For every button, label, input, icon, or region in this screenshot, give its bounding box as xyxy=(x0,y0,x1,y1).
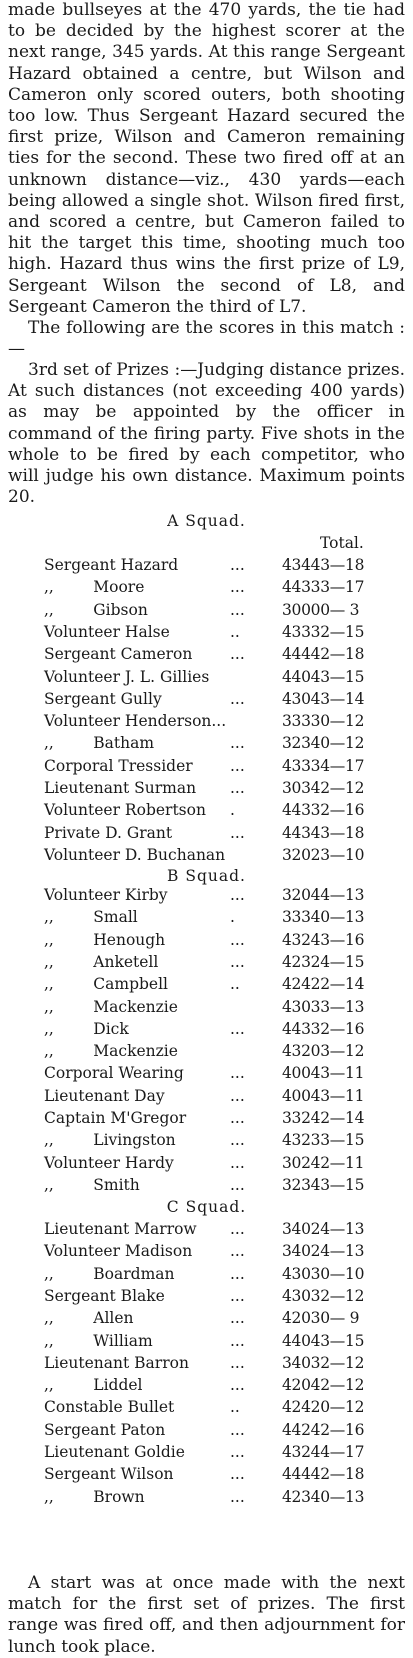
leader-dots: ... xyxy=(230,1465,245,1484)
table-row xyxy=(0,1376,413,1398)
table-row xyxy=(0,1421,413,1443)
table-row xyxy=(0,1242,413,1264)
leader-dots: ... xyxy=(230,1420,245,1439)
competitor-name: ,, Liddel xyxy=(44,1376,143,1395)
table-row xyxy=(0,1398,413,1420)
score-value: 43233—15 xyxy=(282,1131,365,1150)
leader-dots: ... xyxy=(230,1175,245,1194)
score-value: 44442—18 xyxy=(282,645,365,664)
intro-paragraph: made bullseyes at the 470 yards, the tie had to be decided by the highest scorer at the next range, 345 yards. At this range Sergeant Hazard obtained a centre, but Wilson and Cameron only scored outers, both shooting too low. Thus Sergeant Hazard secured the first prize, Wilson and Cameron remaining ties for the second. These two fired off at an unknown distance—viz., 430 yards—each being allowed a single shot. Wilson fired first, and scored a centre, but Cameron failed to hit the target this time, shooting much too high. Hazard thus wins the first prize of L9, Sergeant Wilson the second of L8, and Sergeant Cameron the third of L7. xyxy=(8,0,405,317)
score-value: 33330—12 xyxy=(282,712,365,731)
score-value: 43030—10 xyxy=(282,1264,365,1283)
competitor-name: Sergeant Paton xyxy=(44,1420,166,1439)
competitor-name: Corporal Wearing xyxy=(44,1064,184,1083)
competitor-name: Sergeant Hazard xyxy=(44,556,179,574)
competitor-name: Volunteer Robertson xyxy=(44,801,206,820)
score-value: 42030— 9 xyxy=(282,1309,360,1328)
leader-dots: .. xyxy=(230,622,240,641)
competitor-name: ,, Boardman xyxy=(44,1264,175,1283)
table-row xyxy=(0,886,413,908)
competitor-name: Volunteer Halse xyxy=(44,622,170,641)
competitor-name: Captain M'Gregor xyxy=(44,1109,187,1127)
score-value: 43443—18 xyxy=(282,556,365,574)
competitor-name: ,, Smith xyxy=(44,1175,140,1194)
table-row xyxy=(0,908,413,930)
leader-dots: ... xyxy=(230,1086,245,1105)
leader-dots: ... xyxy=(230,1331,245,1350)
table-row xyxy=(0,1109,413,1131)
table-row xyxy=(0,1265,413,1287)
competitor-name: ,, Livingston xyxy=(44,1131,176,1150)
leader-dots: ... xyxy=(230,1487,245,1506)
prize-description: 3rd set of Prizes :—Judging distance prizes. At such distances (not exceeding 400 yards) as may be appointed by the officer in command of the firing party. Five shots in the whole to be fired by each competitor, who will judge his own distance. Maximum points 20. xyxy=(8,360,405,508)
competitor-name: ,, Moore xyxy=(44,578,145,597)
score-value: 44442—18 xyxy=(282,1465,365,1484)
table-row xyxy=(0,1176,413,1198)
score-value: 34032—12 xyxy=(282,1353,365,1372)
competitor-name: Lieutenant Goldie xyxy=(44,1443,185,1461)
squad-heading: A Squad. xyxy=(167,512,246,530)
leader-dots: ... xyxy=(230,689,245,708)
competitor-name: ,, Brown xyxy=(44,1487,145,1506)
competitor-name: Volunteer Henderson... xyxy=(44,712,227,731)
competitor-name: ,, Allen xyxy=(44,1309,134,1328)
table-row xyxy=(0,712,413,734)
competitor-name: ,, Small xyxy=(44,908,138,927)
leader-dots: ... xyxy=(230,578,245,597)
leader-dots: ... xyxy=(230,1443,245,1461)
leader-dots: ... xyxy=(230,1264,245,1283)
score-value: 42420—12 xyxy=(282,1398,365,1417)
scores-intro: The following are the scores in this match :— xyxy=(8,318,405,360)
score-value: 43334—17 xyxy=(282,756,365,775)
score-value: 40043—11 xyxy=(282,1086,365,1105)
competitor-name: Volunteer Hardy xyxy=(44,1153,174,1172)
competitor-name: Volunteer Madison xyxy=(44,1242,193,1261)
competitor-name: ,, Mackenzie xyxy=(44,1042,178,1061)
score-value: 44332—16 xyxy=(282,801,365,820)
competitor-name: Sergeant Wilson xyxy=(44,1465,174,1484)
table-row xyxy=(0,556,413,578)
score-value: 32023—10 xyxy=(282,845,365,864)
competitor-name: Sergeant Cameron xyxy=(44,645,193,664)
score-value: 42324—15 xyxy=(282,952,365,971)
table-row xyxy=(0,931,413,953)
table-row xyxy=(0,779,413,801)
leader-dots: ... xyxy=(230,600,245,619)
score-value: 44343—18 xyxy=(282,823,365,842)
leader-dots: .. xyxy=(230,975,240,994)
leader-dots: ... xyxy=(230,823,245,842)
leader-dots: . xyxy=(230,801,235,820)
score-value: 42042—12 xyxy=(282,1376,365,1395)
leader-dots: ... xyxy=(230,1220,245,1238)
score-value: 43032—12 xyxy=(282,1286,365,1305)
table-row xyxy=(0,1309,413,1331)
competitor-name: ,, William xyxy=(44,1331,153,1350)
table-row xyxy=(0,824,413,846)
score-value: 42422—14 xyxy=(282,975,365,994)
table-row xyxy=(0,645,413,667)
table-row xyxy=(0,998,413,1020)
score-value: 44333—17 xyxy=(282,578,365,597)
squad-heading: C Squad. xyxy=(166,1198,247,1216)
leader-dots: ... xyxy=(230,734,245,753)
table-row xyxy=(0,578,413,600)
competitor-name: ,, Anketell xyxy=(44,952,159,971)
competitor-name: Sergeant Gully xyxy=(44,689,162,708)
competitor-name: Lieutenant Day xyxy=(44,1086,165,1105)
score-value: 44043—15 xyxy=(282,1331,365,1350)
competitor-name: Constable Bullet xyxy=(44,1398,175,1417)
score-value: 43332—15 xyxy=(282,622,365,641)
leader-dots: ... xyxy=(230,930,245,949)
competitor-name: Volunteer J. L. Gillies xyxy=(44,667,210,686)
competitor-name: Corporal Tressider xyxy=(44,756,193,775)
competitor-name: Lieutenant Surman xyxy=(44,779,197,797)
leader-dots: ... xyxy=(230,1109,245,1127)
table-row xyxy=(0,623,413,645)
score-value: 44242—16 xyxy=(282,1420,365,1439)
score-value: 43244—17 xyxy=(282,1443,365,1461)
table-row xyxy=(0,1488,413,1510)
score-value: 44043—15 xyxy=(282,667,365,686)
table-row xyxy=(0,1354,413,1376)
competitor-name: Volunteer D. Buchanan xyxy=(44,845,226,864)
competitor-name: Lieutenant Marrow xyxy=(44,1220,197,1238)
table-row xyxy=(0,1087,413,1109)
closing-paragraph: A start was at once made with the next match for the first set of prizes. The first range was fired off, and then adjournment for lunch took place. xyxy=(8,1573,405,1657)
score-value: 43043—14 xyxy=(282,689,365,708)
leader-dots: ... xyxy=(230,1353,245,1372)
leader-dots: ... xyxy=(230,756,245,775)
score-value: 43243—16 xyxy=(282,930,365,949)
leader-dots: ... xyxy=(230,1242,245,1261)
leader-dots: ... xyxy=(230,1309,245,1328)
competitor-name: ,, Henough xyxy=(44,930,166,949)
score-value: 32044—13 xyxy=(282,886,365,904)
score-value: 34024—13 xyxy=(282,1220,365,1238)
table-row xyxy=(0,1131,413,1153)
leader-dots: ... xyxy=(230,1064,245,1083)
competitor-name: ,, Campbell xyxy=(44,975,168,994)
leader-dots: ... xyxy=(230,556,245,574)
leader-dots: ... xyxy=(230,1019,245,1038)
squad-heading: B Squad. xyxy=(167,867,246,885)
score-value: 42340—13 xyxy=(282,1487,365,1506)
leader-dots: ... xyxy=(230,1286,245,1305)
competitor-name: ,, Dick xyxy=(44,1019,129,1038)
table-row xyxy=(0,1332,413,1354)
score-value: 44332—16 xyxy=(282,1019,365,1038)
score-value: 32343—15 xyxy=(282,1175,365,1194)
leader-dots: .. xyxy=(230,1398,240,1417)
competitor-name: ,, Batham xyxy=(44,734,155,753)
table-row xyxy=(0,1154,413,1176)
leader-dots: ... xyxy=(230,1153,245,1172)
table-row xyxy=(0,1287,413,1309)
table-row xyxy=(0,1443,413,1465)
table-row xyxy=(0,668,413,690)
score-value: 33242—14 xyxy=(282,1109,365,1127)
table-row xyxy=(0,690,413,712)
leader-dots: ... xyxy=(230,1376,245,1395)
leader-dots: ... xyxy=(230,952,245,971)
table-row xyxy=(0,734,413,756)
table-row xyxy=(0,801,413,823)
table-row xyxy=(0,975,413,997)
table-row xyxy=(0,1020,413,1042)
competitor-name: Private D. Grant xyxy=(44,823,173,842)
competitor-name: Volunteer Kirby xyxy=(44,886,168,904)
score-value: 30000— 3 xyxy=(282,600,360,619)
table-row xyxy=(0,1064,413,1086)
table-row xyxy=(0,1465,413,1487)
score-value: 40043—11 xyxy=(282,1064,365,1083)
competitor-name: Sergeant Blake xyxy=(44,1286,165,1305)
leader-dots: . xyxy=(230,908,235,927)
score-value: 43033—13 xyxy=(282,997,365,1016)
table-row xyxy=(0,601,413,623)
score-value: 30242—11 xyxy=(282,1153,365,1172)
leader-dots: ... xyxy=(230,645,245,664)
leader-dots: ... xyxy=(230,886,245,904)
table-row xyxy=(0,1042,413,1064)
table-row xyxy=(0,757,413,779)
leader-dots: ... xyxy=(230,779,245,797)
table-row xyxy=(0,846,413,868)
competitor-name: ,, Mackenzie xyxy=(44,997,178,1016)
score-value: 34024—13 xyxy=(282,1242,365,1261)
score-value: 30342—12 xyxy=(282,779,365,797)
table-row xyxy=(0,953,413,975)
total-column-label: Total. xyxy=(320,534,364,552)
score-value: 32340—12 xyxy=(282,734,365,753)
table-row xyxy=(0,1220,413,1242)
score-value: 43203—12 xyxy=(282,1042,365,1061)
competitor-name: ,, Gibson xyxy=(44,600,148,619)
leader-dots: ... xyxy=(230,1131,245,1150)
competitor-name: Lieutenant Barron xyxy=(44,1353,189,1372)
score-value: 33340—13 xyxy=(282,908,365,927)
